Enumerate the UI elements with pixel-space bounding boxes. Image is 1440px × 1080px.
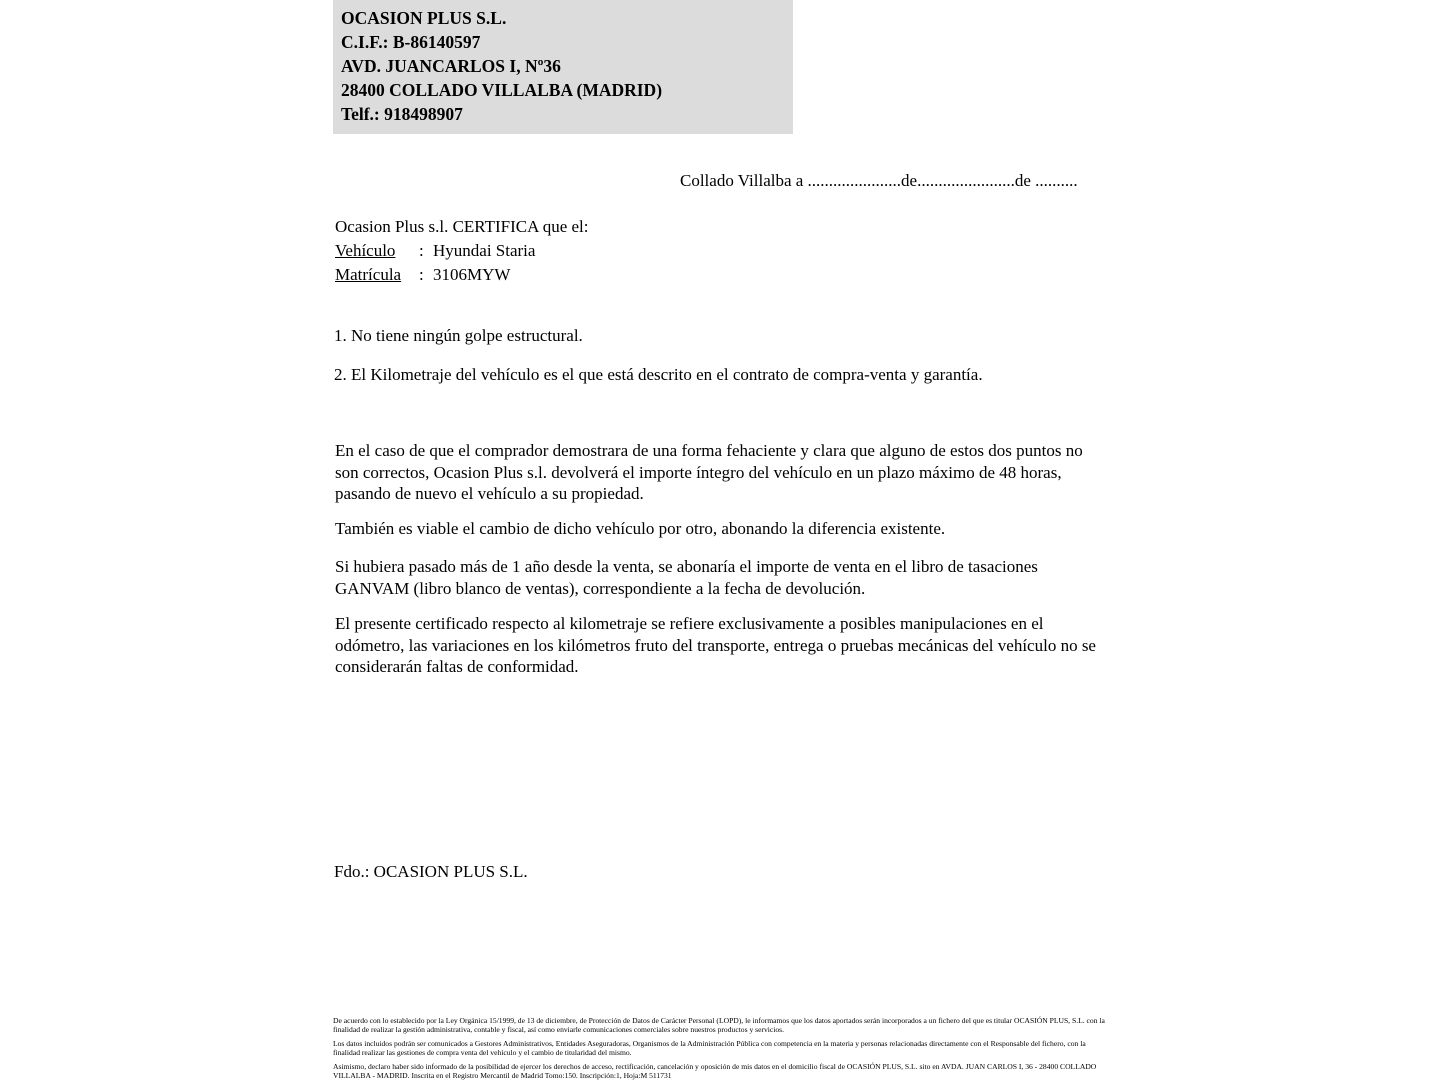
letterhead-block [333,0,793,134]
certification-intro: Ocasion Plus s.l. CERTIFICA que el: [335,217,589,236]
legal-paragraph-lopd: De acuerdo con lo establecido por la Ley Orgánica 15/1999, de 13 de diciembre, de Protección de Datos de Carácter Personal (LOPD), le informamos que los datos aportados serán incorporados a un fichero del que es titular OCASIÓN PLUS, S.L. con la finalidad de realizar la gestión administrativa, contable y fiscal, así como enviarle comunicaciones comerciales sobre nuestros productos y servicios. [333,1016,1105,1035]
plate-separator: : [419,265,424,284]
vehicle-label: Vehículo [335,241,396,260]
plate-value: 3106MYW [433,265,511,284]
legal-paragraph-data-sharing: Los datos incluidos podrán ser comunicados a Gestores Administrativos, Entidades Aseguradoras, Organismos de la Administración Pública con competencia en la materia y personas relacionadas directamente con el Responsable del fichero, con la finalidad realizar las gestiones de compra venta del vehículo y el cambio de titularidad del mismo. [333,1038,1086,1058]
plate-label: Matrícula [335,265,402,284]
paragraph-ganvam: Si hubiera pasado más de 1 año desde la venta, se abonaría el importe de venta en el libro de tasaciones GANVAM (libro blanco de ventas), correspondiente a la fecha de devolución. [335,557,1038,598]
signature-line: Fdo.: OCASION PLUS S.L. [334,862,528,881]
paragraph-refund-terms: En el caso de que el comprador demostrara de una forma fehaciente y clara que alguno de estos dos puntos no son correctos, Ocasion Plus s.l. devolverá el importe íntegro del vehículo en un plazo máximo de 48 horas, pasando de nuevo el vehículo a su propiedad. [335,441,1083,503]
legal-paragraph-rights: Asimismo, declaro haber sido informado de la posibilidad de ejercer los derechos de acceso, rectificación, cancelación y oposición de mis datos en el domicilio fiscal de OCASIÓN PLUS, S.L. sito en AVDA. JUAN CARLOS I, 36 - 28400 COLLADO VILLALBA - MADRID. Inscrita en el Registro Mercantil de Madrid Tomo:150. Inscripción:1, Hoja:M 511731 [333,1061,1097,1080]
point-structural-damage: 1. No tiene ningún golpe estructural. [334,326,583,345]
letterhead-street: AVD. JUANCARLOS I, Nº36 [341,56,561,76]
date-line: Collado Villalba a ......................de.......................de .......... [680,171,1078,190]
letterhead-company-name: OCASION PLUS S.L. [341,8,507,28]
letterhead-city: 28400 COLLADO VILLALBA (MADRID) [341,80,663,100]
paragraph-odometer-scope: El presente certificado respecto al kilometraje se refiere exclusivamente a posibles manipulaciones en el odómetro, las variaciones en los kilómetros fruto del transporte, entrega o pruebas mecánicas del vehículo no se considerarán faltas de conformidad. [335,614,1096,676]
vehicle-value: Hyundai Staria [433,241,536,260]
plate-row [335,263,589,287]
letterhead-cif: C.I.F.: B-86140597 [341,32,481,52]
letterhead-phone: Telf.: 918498907 [341,104,463,124]
certification-block [335,215,589,287]
legal-footer [333,1016,1108,1080]
vehicle-row [335,239,589,263]
paragraph-vehicle-exchange: También es viable el cambio de dicho vehículo por otro, abonando la diferencia existente. [335,519,946,538]
point-mileage: 2. El Kilometraje del vehículo es el que está descrito en el contrato de compra-venta y garantía. [334,365,983,384]
vehicle-separator: : [419,241,424,260]
